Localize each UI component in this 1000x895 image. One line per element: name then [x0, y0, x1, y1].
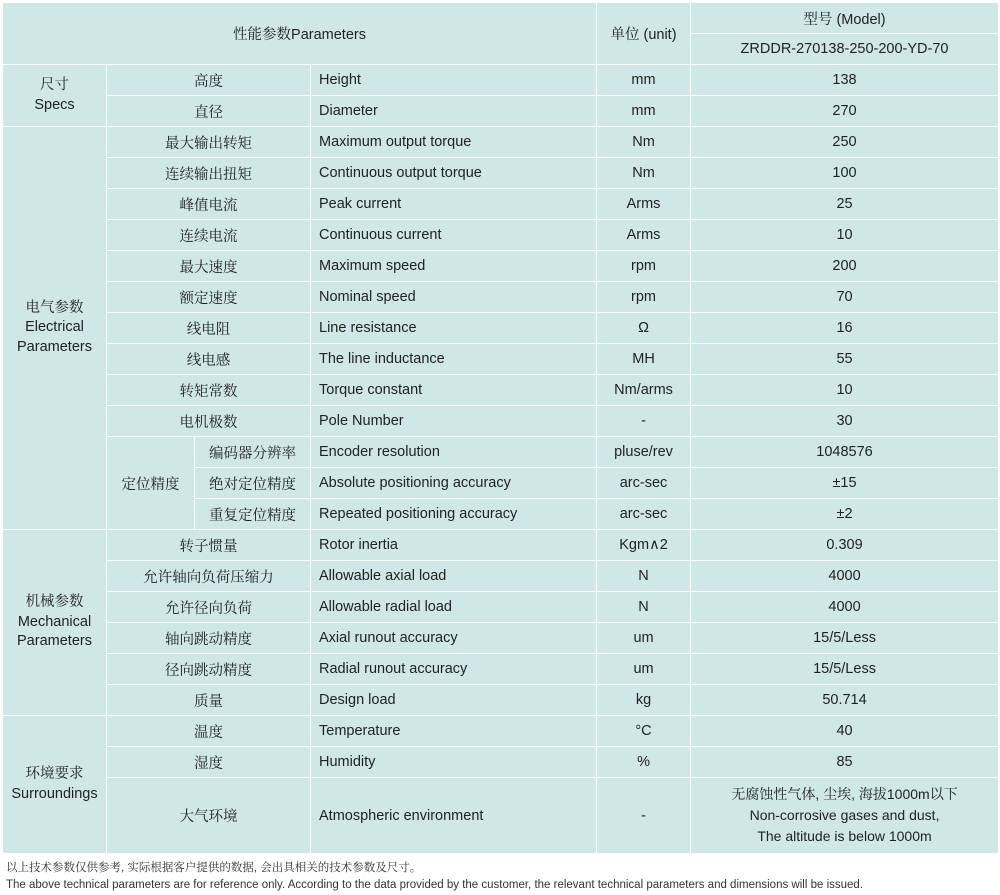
row-en: Peak current — [311, 189, 597, 220]
row-value: 100 — [691, 158, 999, 189]
row-value: 10 — [691, 220, 999, 251]
row-value: ±15 — [691, 468, 999, 499]
table-row — [3, 158, 999, 189]
table-row — [3, 437, 999, 468]
header-model-label: 型号 (Model) — [691, 3, 999, 34]
row-value: 70 — [691, 282, 999, 313]
row-en: Atmospheric environment — [311, 778, 597, 854]
table-row — [3, 530, 999, 561]
row-value: ±2 — [691, 499, 999, 530]
row-en: Humidity — [311, 747, 597, 778]
table-row — [3, 220, 999, 251]
row-unit: mm — [597, 65, 691, 96]
row-en: Allowable radial load — [311, 592, 597, 623]
row-en: Pole Number — [311, 406, 597, 437]
row-cn: 电机极数 — [107, 406, 311, 437]
group-accuracy: 定位精度 — [107, 437, 195, 530]
row-value: 138 — [691, 65, 999, 96]
group-surroundings: 环境要求 Surroundings — [3, 716, 107, 854]
row-en: Maximum speed — [311, 251, 597, 282]
table-row — [3, 344, 999, 375]
row-value: 40 — [691, 716, 999, 747]
row-value: 10 — [691, 375, 999, 406]
row-cn: 绝对定位精度 — [195, 468, 311, 499]
table-row — [3, 406, 999, 437]
row-en: Height — [311, 65, 597, 96]
table-row — [3, 189, 999, 220]
group-electrical: 电气参数 Electrical Parameters — [3, 127, 107, 530]
row-unit: Nm — [597, 127, 691, 158]
header-unit: 单位 (unit) — [597, 3, 691, 65]
row-en: Absolute positioning accuracy — [311, 468, 597, 499]
row-unit: kg — [597, 685, 691, 716]
table-row — [3, 313, 999, 344]
group-specs: 尺寸 Specs — [3, 65, 107, 127]
row-cn: 编码器分辨率 — [195, 437, 311, 468]
row-value: 1048576 — [691, 437, 999, 468]
row-cn: 最大速度 — [107, 251, 311, 282]
row-value: 50.714 — [691, 685, 999, 716]
row-cn: 转矩常数 — [107, 375, 311, 406]
row-en: Continuous output torque — [311, 158, 597, 189]
row-value: 250 — [691, 127, 999, 158]
row-cn: 线电阻 — [107, 313, 311, 344]
row-value: 270 — [691, 96, 999, 127]
row-unit: MH — [597, 344, 691, 375]
table-row — [3, 282, 999, 313]
row-cn: 连续输出扭矩 — [107, 158, 311, 189]
row-cn: 最大输出转矩 — [107, 127, 311, 158]
row-unit: - — [597, 406, 691, 437]
table-row — [3, 375, 999, 406]
row-value: 4000 — [691, 592, 999, 623]
table-row — [3, 654, 999, 685]
row-unit: rpm — [597, 251, 691, 282]
row-unit: % — [597, 747, 691, 778]
row-value: 15/5/Less — [691, 623, 999, 654]
row-en: Rotor inertia — [311, 530, 597, 561]
row-value: 200 — [691, 251, 999, 282]
table-row — [3, 65, 999, 96]
row-cn: 大气环境 — [107, 778, 311, 854]
row-unit: - — [597, 778, 691, 854]
row-unit: Arms — [597, 220, 691, 251]
row-unit: °C — [597, 716, 691, 747]
row-unit: um — [597, 654, 691, 685]
row-cn: 转子惯量 — [107, 530, 311, 561]
header-model-value: ZRDDR-270138-250-200-YD-70 — [691, 34, 999, 65]
row-cn: 允许轴向负荷压缩力 — [107, 561, 311, 592]
header-parameters: 性能参数Parameters — [3, 3, 597, 65]
row-cn: 湿度 — [107, 747, 311, 778]
row-cn: 径向跳动精度 — [107, 654, 311, 685]
row-en: The line inductance — [311, 344, 597, 375]
row-en: Continuous current — [311, 220, 597, 251]
row-cn: 峰值电流 — [107, 189, 311, 220]
row-unit: Arms — [597, 189, 691, 220]
table-row — [3, 96, 999, 127]
table-row — [3, 685, 999, 716]
row-en: Allowable axial load — [311, 561, 597, 592]
row-en: Temperature — [311, 716, 597, 747]
row-unit: mm — [597, 96, 691, 127]
row-cn: 高度 — [107, 65, 311, 96]
row-en: Nominal speed — [311, 282, 597, 313]
row-unit: um — [597, 623, 691, 654]
row-cn: 直径 — [107, 96, 311, 127]
row-cn: 温度 — [107, 716, 311, 747]
footnote-line-en: The above technical parameters are for reference only. According to the data provided by the customer, the relevant technical parameters and dimensions will be issued. — [6, 879, 864, 892]
row-unit: Nm — [597, 158, 691, 189]
row-cn: 质量 — [107, 685, 311, 716]
row-en: Design load — [311, 685, 597, 716]
table-row — [3, 747, 999, 778]
row-unit: arc-sec — [597, 499, 691, 530]
row-cn: 允许径向负荷 — [107, 592, 311, 623]
footnote — [6, 860, 1000, 895]
row-value: 25 — [691, 189, 999, 220]
table-header-row — [3, 3, 999, 34]
row-unit: pluse/rev — [597, 437, 691, 468]
spec-sheet — [0, 2, 1000, 895]
row-value: 无腐蚀性气体, 尘埃, 海拔1000m以下 Non-corrosive gases and dust, The altitude is below 1000m — [691, 778, 999, 854]
group-mechanical: 机械参数 Mechanical Parameters — [3, 530, 107, 716]
row-cn: 重复定位精度 — [195, 499, 311, 530]
row-cn: 轴向跳动精度 — [107, 623, 311, 654]
table-row — [3, 716, 999, 747]
table-row — [3, 251, 999, 282]
table-row — [3, 127, 999, 158]
specification-table — [2, 2, 999, 854]
row-cn: 连续电流 — [107, 220, 311, 251]
table-row — [3, 623, 999, 654]
row-unit: arc-sec — [597, 468, 691, 499]
row-cn: 额定速度 — [107, 282, 311, 313]
row-en: Radial runout accuracy — [311, 654, 597, 685]
row-unit: Ω — [597, 313, 691, 344]
row-en: Maximum output torque — [311, 127, 597, 158]
row-en: Line resistance — [311, 313, 597, 344]
footnote-line-cn: 以上技术参数仅供参考, 实际根据客户提供的数据, 会出具相关的技术参数及尺寸。 — [6, 862, 422, 874]
row-en: Repeated positioning accuracy — [311, 499, 597, 530]
row-value: 30 — [691, 406, 999, 437]
row-value: 85 — [691, 747, 999, 778]
row-value: 15/5/Less — [691, 654, 999, 685]
row-en: Axial runout accuracy — [311, 623, 597, 654]
row-value: 4000 — [691, 561, 999, 592]
row-unit: N — [597, 592, 691, 623]
row-unit: rpm — [597, 282, 691, 313]
row-value: 16 — [691, 313, 999, 344]
row-unit: Nm/arms — [597, 375, 691, 406]
table-row — [3, 561, 999, 592]
row-en: Diameter — [311, 96, 597, 127]
row-en: Encoder resolution — [311, 437, 597, 468]
row-value: 0.309 — [691, 530, 999, 561]
row-en: Torque constant — [311, 375, 597, 406]
row-value: 55 — [691, 344, 999, 375]
table-row — [3, 778, 999, 854]
row-unit: N — [597, 561, 691, 592]
row-cn: 线电感 — [107, 344, 311, 375]
row-unit: Kgm∧2 — [597, 530, 691, 561]
table-row — [3, 592, 999, 623]
